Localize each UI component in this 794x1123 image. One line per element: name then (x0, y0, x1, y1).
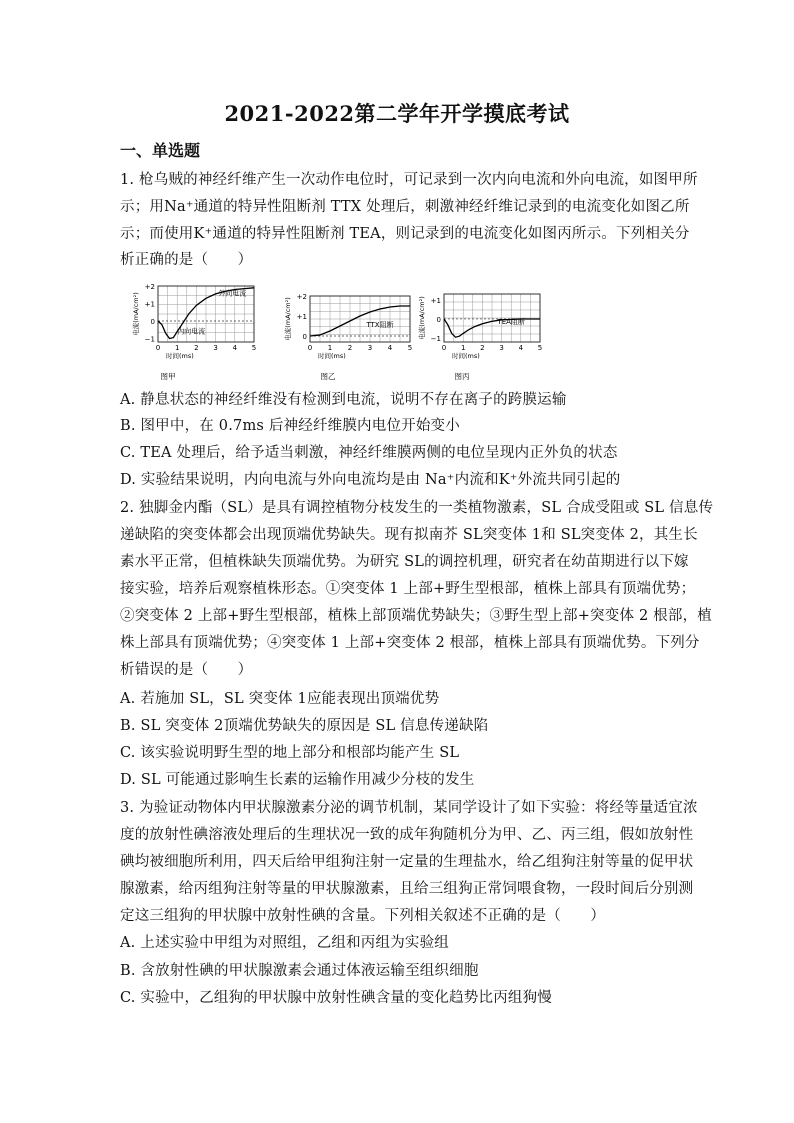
text-line: 析正确的是（ ） (120, 252, 253, 268)
curve-annotation: 内向电流 (177, 327, 206, 336)
x-tick-label: 0 (441, 344, 447, 352)
x-axis-label: 时间(ms) (452, 352, 480, 360)
text-line: 示；用Na⁺通道的特异性阻断剂 TTX 处理后，刺激神经纤维记录到的电流变化如图乙所 (120, 199, 690, 215)
x-tick-label: 5 (407, 344, 413, 352)
text-line: 腺激素，给丙组狗注射等量的甲状腺激素，且给三组狗正常饲喂食物，一段时间后分别测 (120, 881, 694, 897)
text-line: 度的放射性碘溶液处理后的生理状况一致的成年狗随机分为甲、乙、丙三组，假如放射性 (120, 827, 694, 843)
x-tick-label: 4 (232, 344, 238, 352)
y-axis-label: 电流(mA/cm²) (284, 297, 292, 341)
text-line: A. 若施加 SL，SL 突变体 1应能表现出顶端优势 (120, 691, 440, 707)
x-axis-label: 时间(ms) (318, 352, 346, 360)
y-tick-label: 0 (436, 315, 441, 324)
text-line: C. TEA 处理后，给予适当刺激，神经纤维膜两侧的电位呈现内正外负的状态 (120, 445, 618, 461)
y-axis-label: 电流(mA/cm²) (418, 296, 426, 340)
x-tick-label: 4 (518, 344, 524, 352)
y-tick-label: +1 (430, 296, 441, 305)
text-line: A. 静息状态的神经纤维没有检测到电流，说明不存在离子的跨膜运输 (120, 392, 567, 408)
x-tick-label: 3 (499, 344, 504, 352)
y-tick-label: −1 (430, 335, 441, 344)
y-tick-label: −1 (144, 335, 155, 344)
text-line: 2. 独脚金内酯（SL）是具有调控植物分枝发生的一类植物激素，SL 合成受阻或 SL 信息传 (120, 500, 714, 516)
curve-annotation: TTX阻断 (366, 321, 394, 329)
x-tick-label: 4 (387, 344, 393, 352)
figure-caption: 图甲 (160, 372, 176, 381)
x-tick-label: 1 (460, 344, 466, 352)
text-line: A. 上述实验中甲组为对照组，乙组和丙组为实验组 (120, 935, 449, 951)
curve-annotation: 外向电流 (218, 289, 247, 298)
x-tick-label: 5 (537, 344, 543, 352)
x-tick-label: 3 (213, 344, 218, 352)
y-axis-label: 电流(mA/cm²) (132, 292, 140, 336)
y-tick-label: 0 (150, 318, 155, 326)
text-line: 定这三组狗的甲状腺中放射性碘的含量。下列相关叙述不正确的是（ ） (120, 908, 606, 924)
page-title: 2021-2022第二学年开学摸底考试 (224, 101, 570, 126)
x-axis-label: 时间(ms) (166, 352, 194, 360)
figure-group (122, 282, 682, 382)
x-tick-label: 1 (327, 344, 333, 352)
x-tick-label: 3 (367, 344, 373, 352)
x-tick-label: 0 (155, 344, 161, 352)
text-line: C. 该实验说明野生型的地上部分和根部均能产生 SL (120, 745, 460, 761)
x-tick-label: 0 (307, 344, 313, 352)
text-line: ②突变体 2 上部+野生型根部，植株上部顶端优势缺失；③野生型上部+突变体 2 根部，植 (120, 608, 712, 624)
curve-annotation: TEA阻断 (497, 317, 525, 326)
figure-caption: 图乙 (320, 372, 336, 381)
x-tick-label: 2 (347, 344, 353, 352)
y-tick-label: +1 (296, 313, 307, 321)
text-line: D. SL 可能通过影响生长素的运输作用减少分枝的发生 (120, 772, 475, 788)
y-tick-label: +2 (296, 293, 307, 301)
x-tick-label: 2 (480, 344, 485, 352)
text-line: B. 图甲中，在 0.7ms 后神经纤维膜内电位开始变小 (120, 418, 460, 434)
text-line: B. SL 突变体 2顶端优势缺失的原因是 SL 信息传递缺陷 (120, 718, 489, 734)
figure-jia (122, 282, 262, 382)
text-line: 1. 枪乌贼的神经纤维产生一次动作电位时，可记录到一次内向电流和外向电流，如图甲所 (120, 172, 698, 188)
text-line: 接实验，培养后观察植株形态。①突变体 1 上部+野生型根部，植株上部具有顶端优势； (120, 581, 696, 597)
text-line: 3. 为验证动物体内甲状腺激素分泌的调节机制，某同学设计了如下实验：将经等量适宜浓 (120, 800, 698, 816)
text-line: D. 实验结果说明，内向电流与外向电流均是由 Na⁺内流和K⁺外流共同引起的 (120, 472, 621, 488)
figure-yi (272, 282, 417, 382)
y-tick-label: +1 (144, 300, 155, 309)
y-tick-label: 0 (302, 333, 307, 341)
y-tick-label: +2 (144, 283, 155, 291)
x-tick-label: 5 (251, 344, 257, 352)
figure-caption: 图丙 (454, 372, 470, 381)
text-line: 素水平正常，但植株缺失顶端优势。为研究 SL的调控机理，研究者在幼苗期进行以下嫁 (120, 554, 689, 570)
text-line: B. 含放射性碘的甲状腺激素会通过体液运输至组织细胞 (120, 963, 479, 979)
text-line: C. 实验中，乙组狗的甲状腺中放射性碘含量的变化趋势比丙组狗慢 (120, 990, 552, 1006)
section-heading: 一、单选题 (120, 141, 201, 160)
x-tick-label: 2 (194, 344, 199, 352)
x-tick-label: 1 (174, 344, 180, 352)
text-line: 递缺陷的突变体都会出现顶端优势缺失。现有拟南芥 SL突变体 1和 SL突变体 2，其生长 (120, 527, 698, 543)
text-line: 析错误的是（ ） (120, 662, 253, 678)
text-line: 示；而使用K⁺通道的特异性阻断剂 TEA，则记录到的电流变化如图丙所示。下列相关分 (120, 226, 690, 242)
text-line: 碘均被细胞所利用，四天后给甲组狗注射一定量的生理盐水，给乙组狗注射等量的促甲状 (120, 854, 694, 870)
text-line: 株上部具有顶端优势；④突变体 1 上部+突变体 2 根部，植株上部具有顶端优势。下列分 (120, 635, 700, 651)
figure-bing (412, 282, 552, 382)
